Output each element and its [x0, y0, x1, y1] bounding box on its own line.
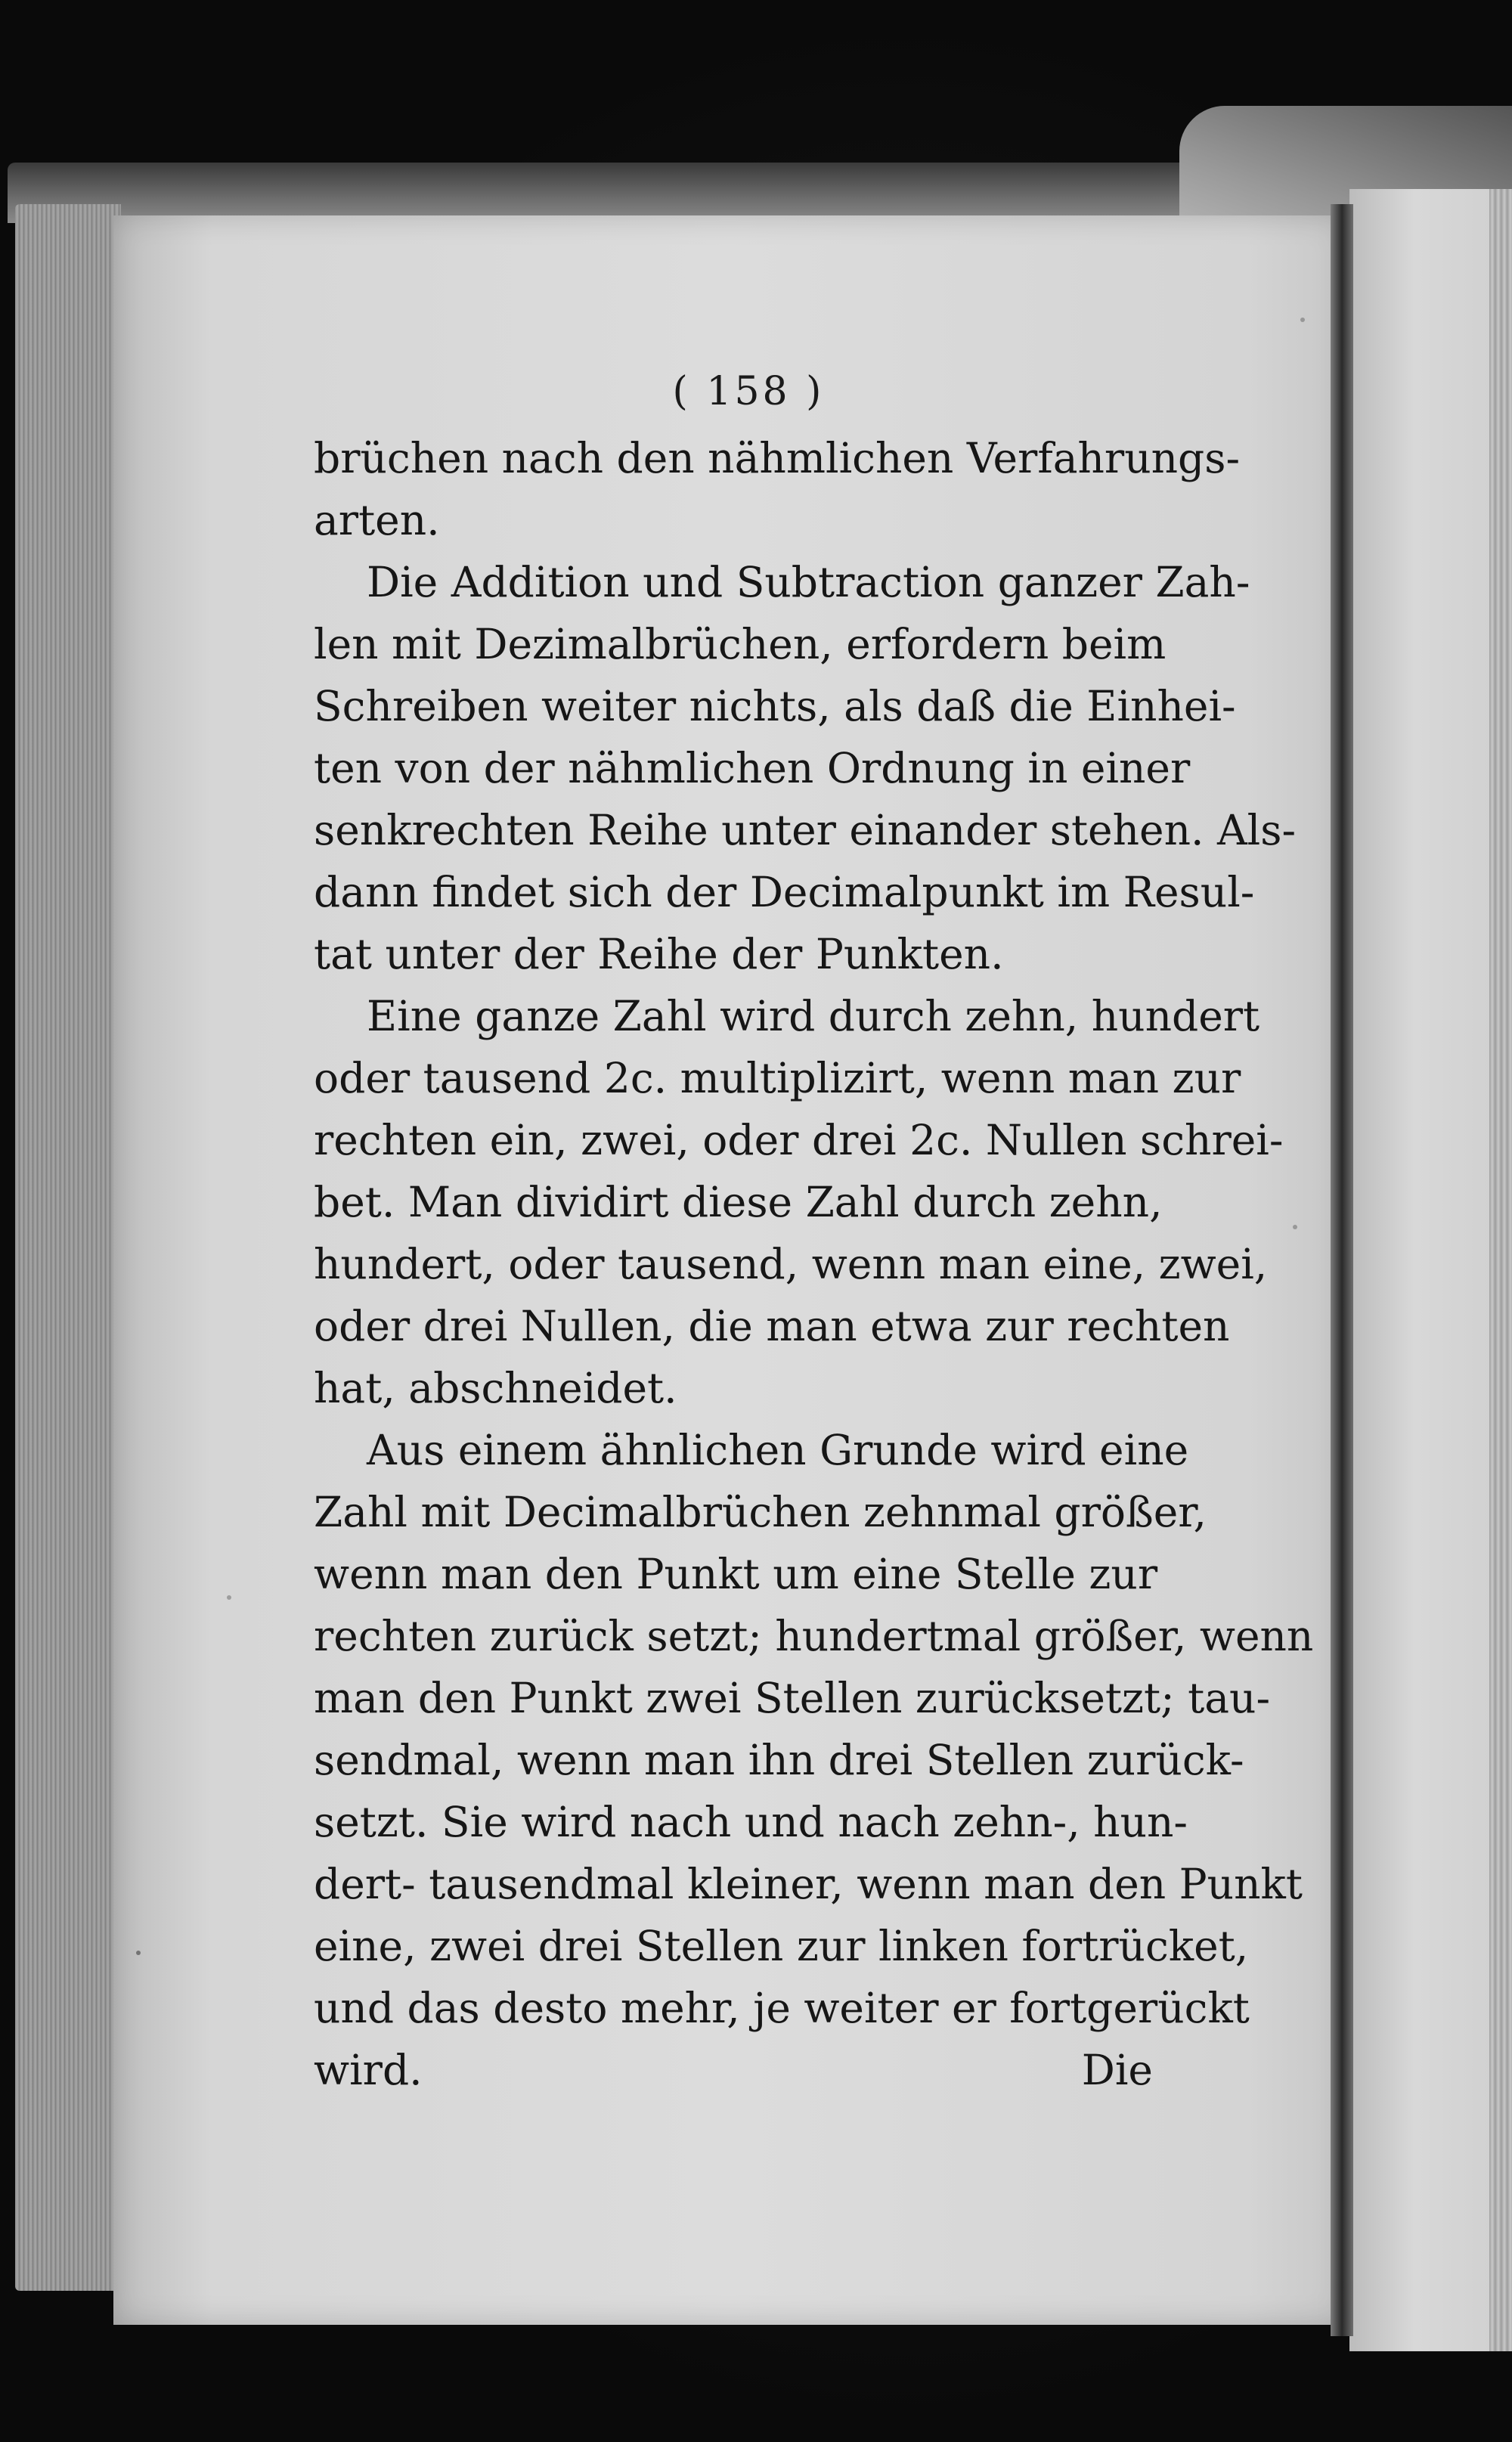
paragraph-2	[314, 551, 1297, 985]
paper-speck	[136, 1951, 141, 1955]
text-line: oder drei Nullen, die man etwa zur rechten	[314, 1302, 1230, 1350]
text-line: dert- tausendmal kleiner, wenn man den Punkt	[314, 1860, 1303, 1908]
paper-speck	[1293, 1225, 1297, 1229]
text-line: len mit Dezimalbrüchen, erfordern beim	[314, 620, 1167, 668]
text-line: bet. Man dividirt diese Zahl durch zehn,	[314, 1178, 1163, 1226]
text-line: setzt. Sie wird nach und nach zehn-, hun-	[314, 1798, 1188, 1846]
text-line: hundert, oder tausend, wenn man eine, zwei,	[314, 1240, 1268, 1288]
book-page-edges	[15, 204, 121, 2291]
text-line: rechten zurück setzt; hundertmal größer, wenn	[314, 1612, 1314, 1660]
text-line: oder tausend 2c. multiplizirt, wenn man zur	[314, 1054, 1241, 1102]
text-line: Eine ganze Zahl wird durch zehn, hundert	[367, 992, 1260, 1040]
book-gutter	[1331, 204, 1353, 2336]
text-line: Die Addition und Subtraction ganzer Zah-	[367, 558, 1250, 606]
paragraph-4	[314, 1419, 1314, 2039]
last-word: wird.	[314, 2046, 423, 2094]
text-line: Aus einem ähnlichen Grunde wird eine	[367, 1426, 1189, 1474]
text-line: ten von der nähmlichen Ordnung in einer	[314, 744, 1191, 792]
facing-page-edges	[1489, 189, 1512, 2351]
text-line: brüchen nach den nähmlichen Verfahrungs-	[314, 434, 1241, 482]
paper-speck	[227, 1595, 231, 1600]
text-line: wenn man den Punkt um eine Stelle zur	[314, 1550, 1158, 1598]
text-line: sendmal, wenn man ihn drei Stellen zurück-	[314, 1736, 1244, 1784]
text-line: Schreiben weiter nichts, als daß die Einhei-	[314, 682, 1236, 730]
book-cover-top	[8, 163, 1338, 223]
paper-speck	[1300, 318, 1305, 322]
facing-page	[1349, 189, 1512, 2351]
text-line: arten.	[314, 496, 440, 544]
text-line: und das desto mehr, je weiter er fortgerückt	[314, 1984, 1250, 2032]
text-line: tat unter der Reihe der Punkten.	[314, 930, 1004, 978]
text-line: hat, abschneidet.	[314, 1364, 677, 1412]
text-line: senkrechten Reihe unter einander stehen. Als-	[314, 806, 1297, 854]
paragraph-3	[314, 985, 1284, 1419]
catchword: Die	[1081, 2046, 1153, 2094]
text-line: eine, zwei drei Stellen zur linken fortrücket,	[314, 1922, 1249, 1970]
page-number: ( 158 )	[672, 369, 825, 414]
text-line: man den Punkt zwei Stellen zurücksetzt; tau-	[314, 1674, 1271, 1722]
text-line: Zahl mit Decimalbrüchen zehnmal größer,	[314, 1488, 1207, 1536]
text-line: rechten ein, zwei, oder drei 2c. Nullen schrei-	[314, 1116, 1284, 1164]
paragraph-1	[314, 427, 1241, 551]
page-text	[314, 427, 1314, 2101]
text-line: dann findet sich der Decimalpunkt im Resul-	[314, 868, 1255, 916]
final-line	[314, 2039, 1153, 2101]
